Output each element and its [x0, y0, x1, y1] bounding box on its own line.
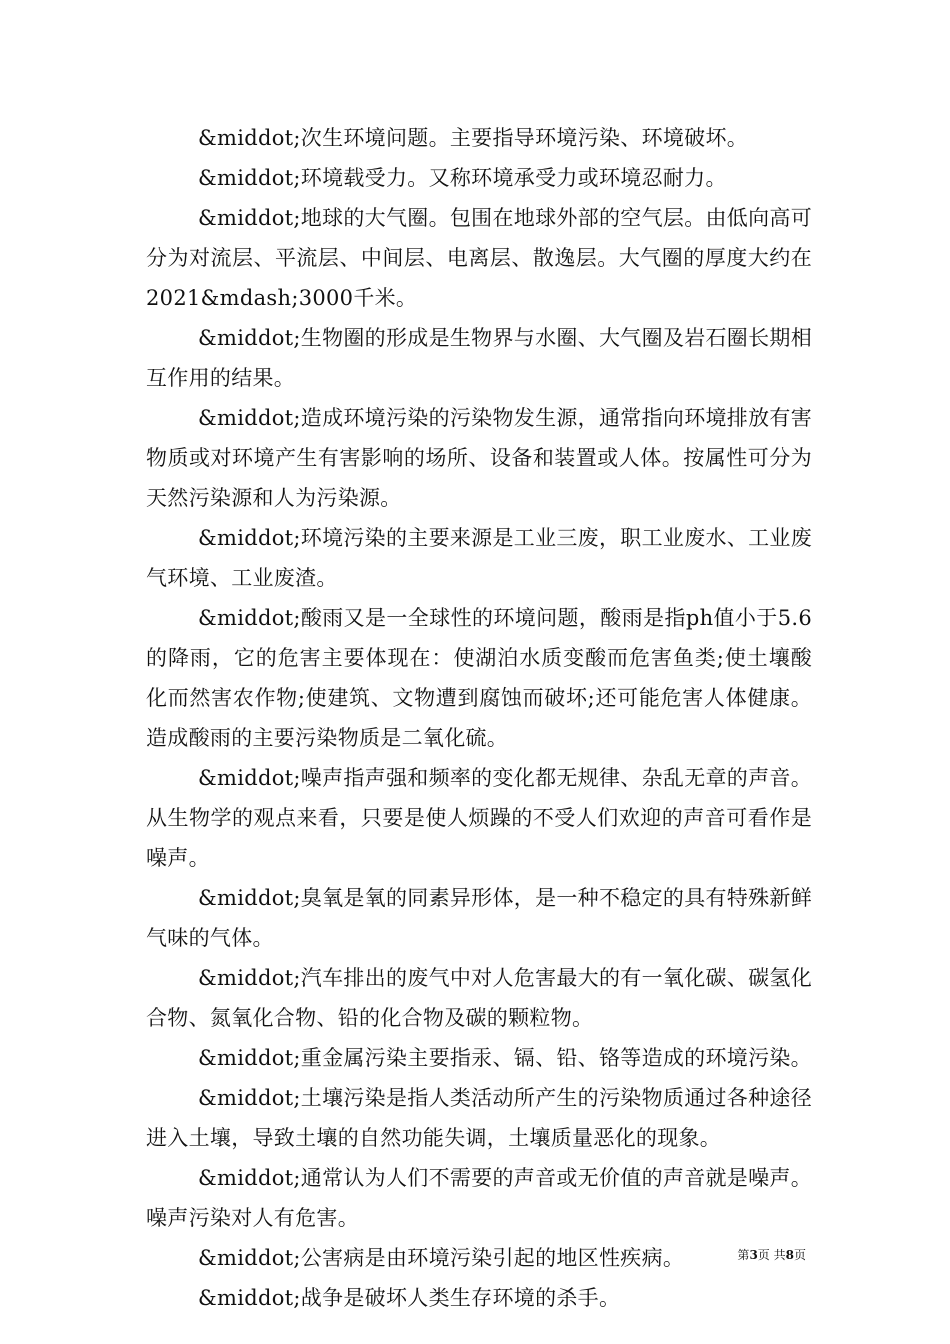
- footer-middle: 页 共: [757, 1248, 786, 1262]
- paragraph-12: &middot;土壤污染是指人类活动所产生的污染物质通过各种途径进入土壤，导致土壤的自然功能失调，土壤质量恶化的现象。: [146, 1086, 812, 1150]
- paragraph-2: &middot;环境载受力。又称环境承受力或环境忍耐力。: [198, 166, 727, 190]
- paragraph-15: &middot;战争是破坏人类生存环境的杀手。: [198, 1286, 621, 1310]
- total-page-count: 8: [785, 1248, 794, 1262]
- document-body: [146, 118, 812, 1318]
- paragraph-14: &middot;公害病是由环境污染引起的地区性疾病。: [198, 1246, 685, 1270]
- footer-suffix: 页: [793, 1248, 806, 1262]
- paragraph-10: &middot;汽车排出的废气中对人危害最大的有一氧化碳、碳氢化合物、氮氧化合物、铅的化合物及碳的颗粒物。: [146, 966, 812, 1030]
- page-footer: [737, 1248, 806, 1262]
- paragraph-11: &middot;重金属污染主要指汞、镉、铅、铬等造成的环境污染。: [198, 1046, 812, 1070]
- paragraph-5: &middot;造成环境污染的污染物发生源，通常指向环境排放有害物质或对环境产生有害影响的场所、设备和装置或人体。按属性可分为天然污染源和人为污染源。: [146, 406, 812, 510]
- paragraph-8: &middot;噪声指声强和频率的变化都无规律、杂乱无章的声音。从生物学的观点来看，只要是使人烦躁的不受人们欢迎的声音可看作是噪声。: [146, 766, 812, 870]
- paragraph-3: &middot;地球的大气圈。包围在地球外部的空气层。由低向高可分为对流层、平流层、中间层、电离层、散逸层。大气圈的厚度大约在2021&mdash;3000千米。: [146, 206, 812, 310]
- paragraph-13: &middot;通常认为人们不需要的声音或无价值的声音就是噪声。噪声污染对人有危害。: [146, 1166, 812, 1230]
- paragraph-9: &middot;臭氧是氧的同素异形体，是一种不稳定的具有特殊新鲜气味的气体。: [146, 886, 812, 950]
- paragraph-7: &middot;酸雨又是一全球性的环境问题，酸雨是指ph值小于5.6的降雨，它的危害主要体现在：使湖泊水质变酸而危害鱼类;使土壤酸化而然害农作物;使建筑、文物遭到腐蚀而破坏;还可能危害人体健康。造成酸雨的主要污染物质是二氧化硫。: [146, 606, 812, 750]
- current-page-number: 3: [749, 1248, 758, 1262]
- paragraph-1: &middot;次生环境问题。主要指导环境污染、环境破坏。: [198, 126, 749, 150]
- paragraph-6: &middot;环境污染的主要来源是工业三废，职工业废水、工业废气环境、工业废渣。: [146, 526, 812, 590]
- paragraph-4: &middot;生物圈的形成是生物界与水圈、大气圈及岩石圈长期相互作用的结果。: [146, 326, 812, 390]
- footer-prefix: 第: [737, 1248, 750, 1262]
